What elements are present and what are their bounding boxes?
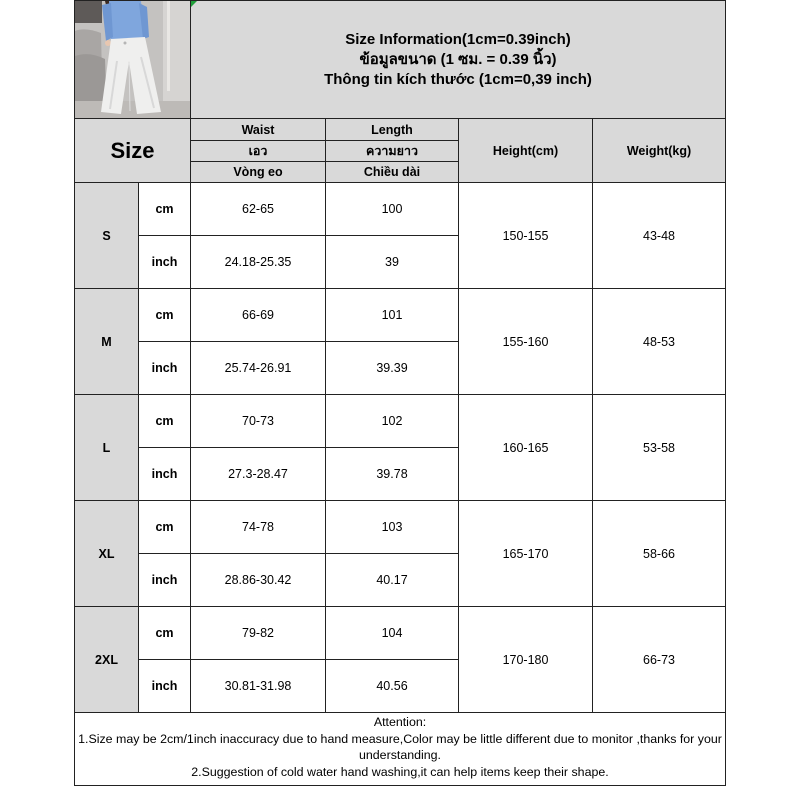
waist-value-xl [190,500,326,554]
unit-label-s [138,182,191,236]
unit-label-s-text: inch [151,255,178,269]
length-value-2xl-text: 40.56 [376,679,408,693]
waist-value-2xl [190,606,326,660]
length-column-header [325,161,459,183]
weight-value-l-text: 53-58 [643,440,675,455]
length-value-s [325,182,459,236]
length-column-header-text: Length [371,122,413,137]
size-label-xl [74,500,139,607]
height-value-xl [458,500,593,607]
waist-value-s [190,235,326,289]
waist-value-2xl [190,659,326,713]
waist-column-header [190,161,326,183]
length-value-l [325,447,459,501]
waist-value-2xl-text: 30.81-31.98 [224,679,292,693]
waist-value-m-text: 25.74-26.91 [224,361,292,375]
waist-column-header-text: Vòng eo [233,165,283,179]
length-value-2xl-text: 104 [381,626,403,640]
note-line-2: 2.Suggestion of cold water hand washing,it can help items keep their shape. [191,764,609,779]
unit-label-2xl [138,606,191,660]
size-column-header-text: Size [110,137,155,163]
unit-label-xl-text: cm [155,520,174,534]
length-value-l [325,394,459,448]
unit-label-s-text: cm [155,202,174,216]
length-column-header-text: Chiều dài [363,165,421,179]
waist-column-header [190,118,326,141]
unit-label-l-text: cm [155,414,174,428]
length-value-m [325,288,459,342]
waist-column-header [190,140,326,162]
waist-column-header-text: Waist [241,122,275,137]
weight-column-header [592,118,726,183]
size-label-2xl [74,606,139,713]
length-column-header-text: ความยาว [365,144,418,158]
length-value-xl-text: 40.17 [376,573,408,587]
waist-value-m [190,288,326,342]
unit-label-m [138,288,191,342]
height-value-m [458,288,593,395]
waist-column-header-text: เอว [248,144,268,158]
note-line-1: 1.Size may be 2cm/1inch inaccuracy due to hand measure,Color may be little different due to monitor ,thanks for your [78,731,722,746]
length-column-header [325,118,459,141]
length-value-l-text: 102 [381,414,403,428]
weight-column-header-text: Weight(kg) [626,143,692,158]
unit-label-2xl [138,659,191,713]
weight-value-l [592,394,726,501]
size-label-2xl-text: 2XL [95,652,118,667]
weight-value-s-text: 43-48 [643,228,675,243]
height-value-l-text: 160-165 [502,440,549,455]
weight-value-s [592,182,726,289]
length-value-xl [325,500,459,554]
size-label-l [74,394,139,501]
waist-value-s [190,182,326,236]
waist-value-l [190,447,326,501]
weight-value-xl-text: 58-66 [643,546,675,561]
height-column-header [458,118,593,183]
unit-label-xl [138,553,191,607]
length-value-m-text: 39.39 [376,361,408,375]
size-label-xl-text: XL [98,546,115,561]
waist-value-s-text: 62-65 [242,202,274,216]
size-label-s [74,182,139,289]
length-value-s [325,235,459,289]
title-thai: ข้อมูลขนาด (1 ซม. = 0.39 นิ้ว) [359,51,557,68]
note-line-1-continued: understanding. [359,748,441,762]
unit-label-m [138,341,191,395]
length-value-m-text: 101 [381,308,403,322]
height-column-header-text: Height(cm) [492,143,559,158]
unit-label-l [138,394,191,448]
unit-label-l [138,447,191,501]
unit-label-2xl-text: cm [155,626,174,640]
unit-label-m-text: cm [155,308,174,322]
length-value-m [325,341,459,395]
height-value-s-text: 150-155 [502,228,549,243]
waist-value-l [190,394,326,448]
notes-title: Attention: [373,715,427,729]
waist-value-xl-text: 28.86-30.42 [224,573,292,587]
length-column-header [325,140,459,162]
unit-label-xl-text: inch [151,573,178,587]
weight-value-m [592,288,726,395]
title-vietnamese: Thông tin kích thước (1cm=0,39 inch) [324,71,592,88]
size-label-m [74,288,139,395]
size-label-s-text: S [102,228,111,243]
height-value-s [458,182,593,289]
waist-value-m [190,341,326,395]
length-value-2xl [325,606,459,660]
length-value-s-text: 100 [381,202,403,216]
waist-value-xl-text: 74-78 [242,520,274,534]
waist-value-l-text: 70-73 [242,414,274,428]
waist-value-m-text: 66-69 [242,308,274,322]
weight-value-xl [592,500,726,607]
height-value-2xl [458,606,593,713]
waist-value-xl [190,553,326,607]
waist-value-2xl-text: 79-82 [242,626,274,640]
length-value-s-text: 39 [385,255,399,269]
attention-notes [74,712,726,786]
unit-label-xl [138,500,191,554]
height-value-2xl-text: 170-180 [502,652,549,667]
height-value-xl-text: 165-170 [502,546,549,561]
size-column-header [74,118,191,183]
waist-value-l-text: 27.3-28.47 [228,467,288,481]
unit-label-m-text: inch [151,361,178,375]
weight-value-2xl [592,606,726,713]
title-english: Size Information(1cm=0.39inch) [345,31,571,48]
length-value-xl-text: 103 [381,520,403,534]
unit-label-2xl-text: inch [151,679,178,693]
height-value-m-text: 155-160 [502,334,549,349]
length-value-2xl [325,659,459,713]
unit-label-s [138,235,191,289]
unit-label-l-text: inch [151,467,178,481]
size-label-l-text: L [102,440,111,455]
height-value-l [458,394,593,501]
size-label-m-text: M [101,334,112,349]
weight-value-m-text: 48-53 [643,334,675,349]
waist-value-s-text: 24.18-25.35 [224,255,292,269]
weight-value-2xl-text: 66-73 [643,652,675,667]
length-value-l-text: 39.78 [376,467,408,481]
length-value-xl [325,553,459,607]
